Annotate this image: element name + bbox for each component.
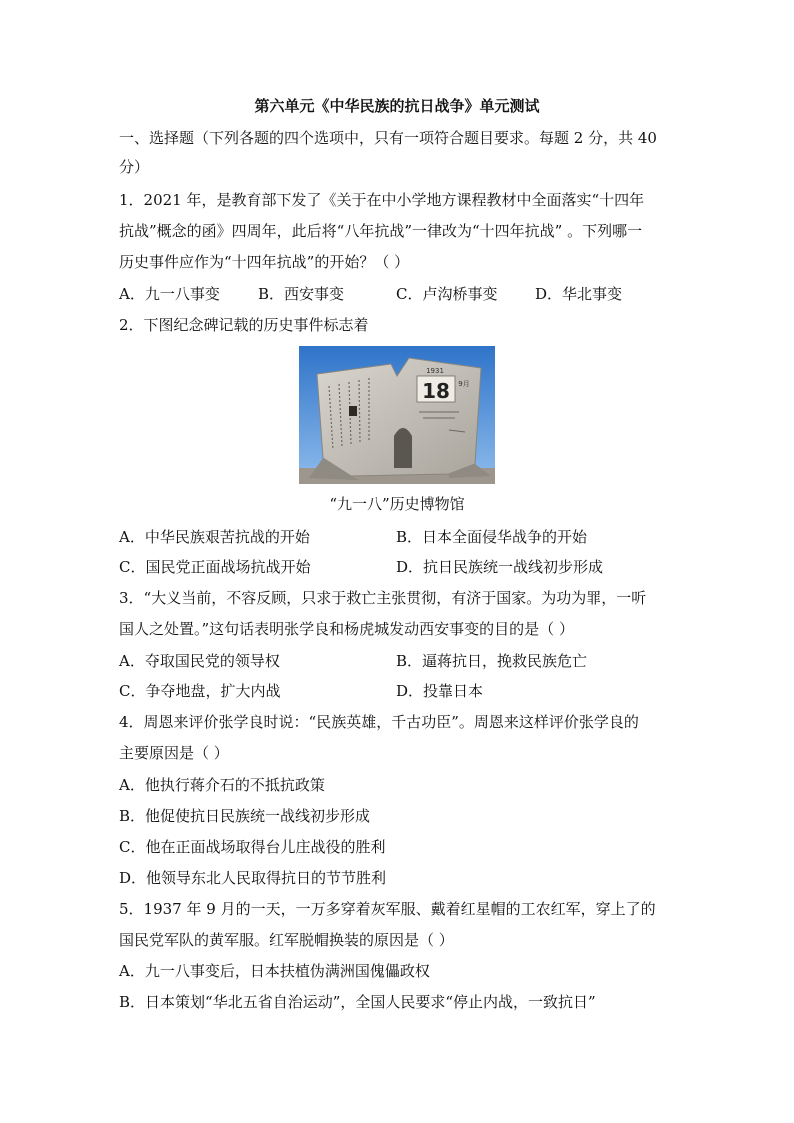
q5-stem-line-1: 5．1937 年 9 月的一天，一万多穿着灰军服、戴着红星帽的工农红军，穿上了的 (119, 900, 656, 918)
q4-stem-line-1: 4．周恩来评价张学良时说：“民族英雄，千古功臣”。周恩来这样评价张学良的 (119, 713, 639, 731)
page-title: 第六单元《中华民族的抗日战争》单元测试 (254, 97, 540, 115)
q1-option-b: B．西安事变 (258, 285, 345, 303)
q3-stem-line-1: 3．“大义当前，不容反顾，只求于救亡主张贯彻，有济于国家。为功为罪，一听 (119, 589, 647, 607)
q2-option-b: B．日本全面侵华战争的开始 (396, 528, 588, 546)
q1-stem-line-1: 1．2021 年，是教育部下发了《关于在中小学地方课程教材中全面落实“十四年 (119, 191, 645, 209)
q4-option-a: A．他执行蒋介石的不抵抗政策 (119, 776, 325, 794)
q1-option-d: D．华北事变 (535, 285, 623, 303)
q2-stem-line-1: 2．下图纪念碑记载的历史事件标志着 (119, 316, 369, 334)
q5-option-b: B．日本策划“华北五省自治运动”，全国人民要求“停止内战，一致抗日” (119, 993, 596, 1011)
image-caption: “九一八”历史博物馆 (329, 495, 465, 513)
q5-stem-line-2: 国民党军队的黄军服。红军脱帽换装的原因是（ ） (119, 931, 454, 949)
q4-option-d: D．他领导东北人民取得抗日的节节胜利 (119, 869, 387, 887)
q4-option-b: B．他促使抗日民族统一战线初步形成 (119, 807, 371, 825)
q2-option-c: C．国民党正面战场抗战开始 (119, 558, 311, 576)
q3-stem-line-2: 国人之处置。”这句话表明张学良和杨虎城发动西安事变的目的是（ ） (119, 620, 574, 638)
q1-stem-line-3: 历史事件应作为“十四年抗战”的开始？（ ） (119, 253, 410, 271)
q3-option-d: D．投靠日本 (396, 682, 484, 700)
memorial-date-month: 9月 (458, 380, 470, 388)
section-heading-line-2: 分） (119, 158, 150, 176)
q2-option-d: D．抗日民族统一战线初步形成 (396, 558, 604, 576)
q4-stem-line-2: 主要原因是（ ） (119, 744, 229, 762)
q1-option-c: C．卢沟桥事变 (396, 285, 498, 303)
q5-option-a: A．九一八事变后，日本扶植伪满洲国傀儡政权 (119, 962, 430, 980)
q1-option-a: A．九一八事变 (119, 285, 220, 303)
q4-option-c: C．他在正面战场取得台儿庄战役的胜利 (119, 838, 386, 856)
q2-option-a: A．中华民族艰苦抗战的开始 (119, 528, 310, 546)
section-heading-line-1: 一、选择题（下列各题的四个选项中，只有一项符合题目要求。每题 2 分，共 40 (119, 129, 657, 147)
q3-option-b: B．逼蒋抗日，挽救民族危亡 (396, 652, 588, 670)
q3-option-c: C．争夺地盘，扩大内战 (119, 682, 281, 700)
memorial-photo (299, 346, 495, 484)
memorial-date-year: 1931 (426, 367, 444, 375)
q1-stem-line-2: 抗战”概念的函》四周年，此后将“八年抗战”一律改为“十四年抗战” 。下列哪一 (119, 222, 643, 240)
memorial-date-day: 18 (422, 379, 450, 403)
q3-option-a: A．夺取国民党的领导权 (119, 652, 280, 670)
